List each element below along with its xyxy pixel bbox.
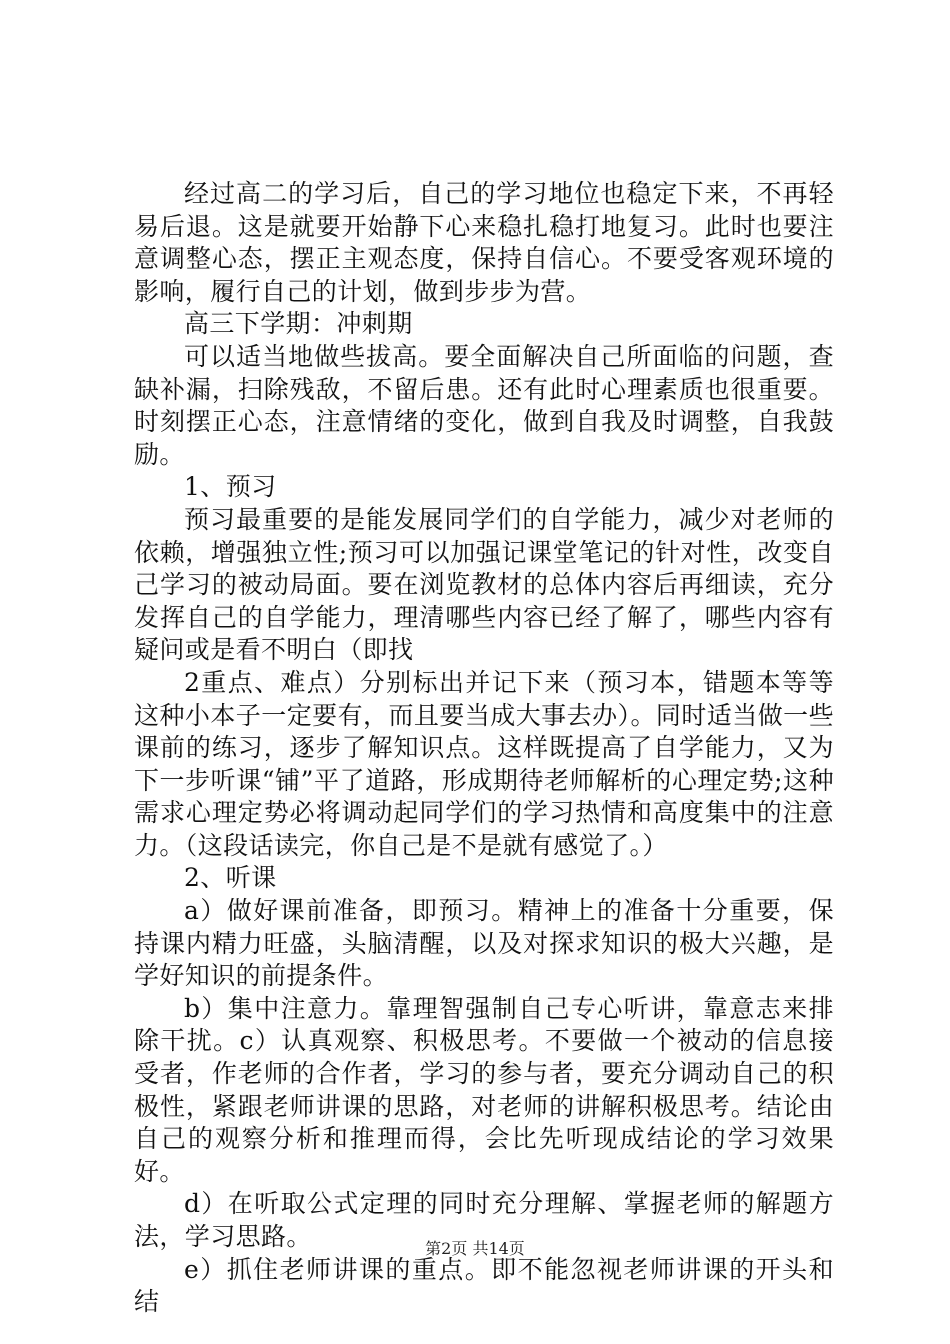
section-heading-sprint: 高三下学期：冲刺期 (184, 309, 413, 339)
paragraph-preview: 预习最重要的是能发展同学们的自学能力，减少对老师的依赖，增强独立性;预习可以加强记课堂笔记的针对性，改变自己学习的被动局面。要在浏览教材的总体内容后再细读，充分发挥自己的自学能力，理清哪些内容已经了解了，哪些内容有疑问或是看不明白（即找 (134, 504, 834, 665)
page-footer: 第2页 共14页 (425, 1239, 525, 1258)
paragraph-review: 经过高二的学习后，自己的学习地位也稳定下来，不再轻易后退。这是就要开始静下心来稳扎稳打地复习。此时也要注意调整心态，摆正主观态度，保持自信心。不要受客观环境的影响，履行自己的计划，做到步步为营。 (134, 179, 834, 306)
section-heading-listening: 2、听课 (184, 863, 277, 893)
paragraph-item-e: e）抓住老师讲课的重点。即不能忽视老师讲课的开头和结 (134, 1254, 834, 1317)
paragraph-item-b-c: b）集中注意力。靠理智强制自己专心听讲，靠意志来排除干扰。c）认真观察、积极思考。不要做一个被动的信息接受者，作老师的合作者，学习的参与者，要充分调动自己的积极性，紧跟老师讲课的思路，对老师的讲解积极思考。结论由自己的观察分析和推理而得，会比先听现成结论的学习效果好。 (134, 993, 834, 1186)
paragraph-preview-continued: 2重点、难点）分别标出并记下来（预习本，错题本等等这种小本子一定要有，而且要当成大事去办）。同时适当做一些课前的练习，逐步了解知识点。这样既提高了自学能力，又为下一步听课“铺”平了道路，形成期待老师解析的心理定势;这种需求心理定势必将调动起同学们的学习热情和高度集中的注意力。（这段话读完，你自己是不是就有感觉了。） (134, 667, 834, 860)
paragraph-item-d: d）在听取公式定理的同时充分理解、掌握老师的解题方法，学习思路。 (134, 1189, 834, 1251)
section-heading-preview: 1、预习 (184, 472, 277, 502)
paragraph-sprint: 可以适当地做些拔高。要全面解决自己所面临的问题，查缺补漏，扫除残敌，不留后患。还有此时心理素质也很重要。时刻摆正心态，注意情绪的变化，做到自我及时调整，自我鼓励。 (134, 341, 834, 469)
paragraph-item-a: a）做好课前准备，即预习。精神上的准备十分重要，保持课内精力旺盛，头脑清醒，以及对探求知识的极大兴趣，是学好知识的前提条件。 (134, 896, 834, 991)
document-body (134, 178, 834, 1319)
